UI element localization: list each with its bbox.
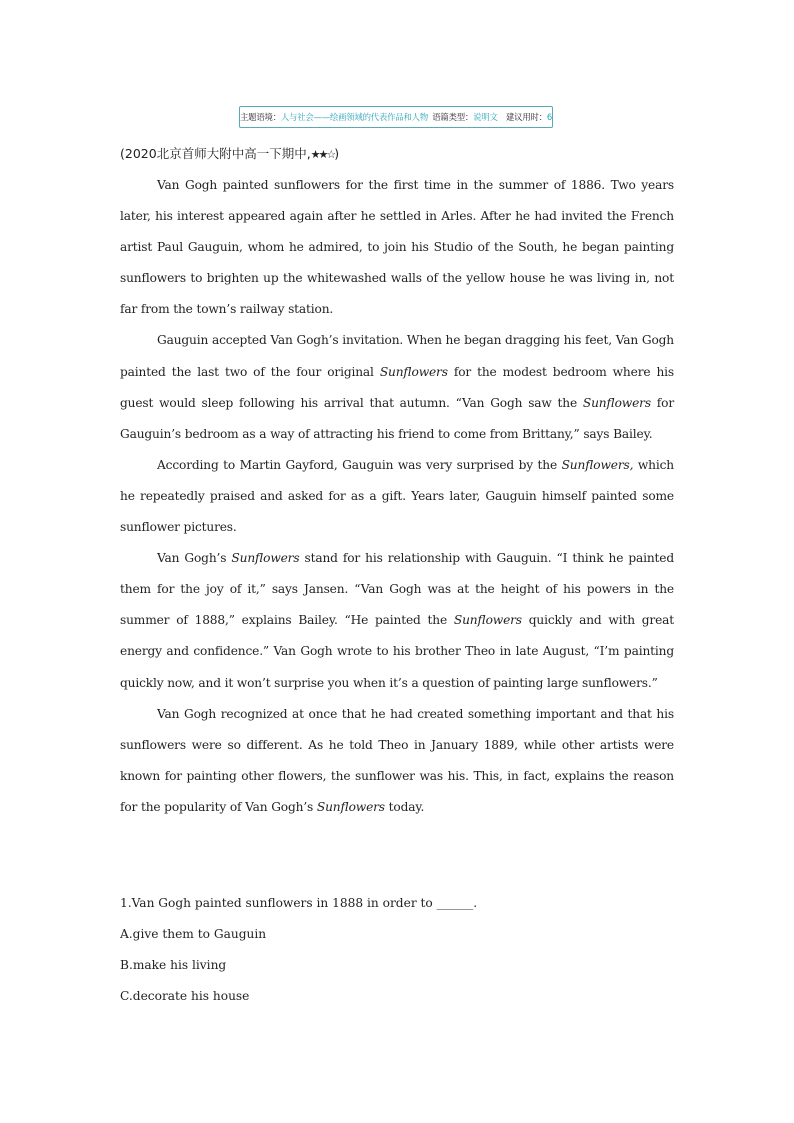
time-value: 6: [546, 112, 553, 122]
artwork-title: Sunflowers,: [561, 457, 634, 472]
source-close: ): [334, 146, 340, 161]
paragraph-5: [120, 699, 674, 823]
artwork-title: Sunflowers: [231, 551, 300, 566]
paragraph-3-text-b: which he repeatedly praised and asked for as a gift. Years later, Gauguin himself painted some sunflower pictures.: [120, 457, 674, 535]
paragraph-3-text-a: According to Martin Gayford, Gauguin was very surprised by the: [157, 457, 562, 472]
theme-label: 主题语境：: [240, 112, 281, 122]
genre-value: 说明文: [473, 112, 498, 122]
theme-value: 人与社会——绘画领域的代表作品和人物: [280, 112, 429, 122]
paragraph-2-text-a: Gauguin accepted Van Gogh’s invitation. When he began dragging his feet, Van Gogh painted the last two of the four original: [120, 333, 674, 379]
artwork-title: Sunflowers: [453, 613, 522, 628]
paragraph-5-text-a: Van Gogh recognized at once that he had created something important and that his sunflowers were so different. As he told Theo in January 1889, while other artists were known for painting other flowers, the sunflower was his. This, in fact, explains the reason for the popularity of Van Gogh’s: [120, 706, 674, 814]
reading-passage: [120, 170, 674, 823]
question-1-stem: 1.Van Gogh painted sunflowers in 1888 in order to ______.: [120, 896, 478, 910]
paragraph-2-text-b: for the modest bedroom where his guest would sleep following his arrival that autumn. “Van Gogh saw the: [120, 364, 674, 410]
source-line: [120, 144, 339, 162]
artwork-title: Sunflowers: [379, 364, 448, 379]
artwork-title: Sunflowers: [316, 799, 385, 814]
time-label: 建议用时：: [506, 112, 547, 122]
paragraph-2: [120, 325, 674, 449]
paragraph-4-text-b: stand for his relationship with Gauguin. “I think he painted them for the joy of it,” says Jansen. “Van Gogh was at the height of his powers in the summer of 1888,” explains Bailey. “He painted the: [120, 551, 674, 628]
paragraph-5-text-b: today.: [384, 799, 425, 814]
context-tag-box: [239, 106, 553, 128]
paragraph-4: [120, 543, 674, 698]
option-c: C.decorate his house: [120, 989, 250, 1004]
paragraph-1-text: Van Gogh painted sunflowers for the first time in the summer of 1886. Two years later, his interest appeared again after he settled in Arles. After he had invited the French artist Paul Gauguin, whom he admired, to join his Studio of the South, he began painting sunflowers to brighten up the whitewashed walls of the yellow house he was living in, not far from the town’s railway station.: [120, 178, 674, 317]
source-text: (2020北京首师大附中高一下期中,: [120, 146, 311, 161]
artwork-title: Sunflowers: [582, 395, 651, 410]
genre-label: 语篇类型：: [432, 112, 474, 122]
option-a: A.give them to Gauguin: [120, 927, 267, 942]
paragraph-2-text-c: for Gauguin’s bedroom as a way of attracting his friend to come from Brittany,” says Bailey.: [120, 395, 675, 441]
paragraph-1: [120, 170, 674, 325]
paragraph-4-text-c: quickly and with great energy and confidence.” Van Gogh wrote to his brother Theo in late August, “I’m painting quickly now, and it won’t surprise you when it’s a question of painting large sunflowers.”: [120, 613, 674, 690]
question-1: [120, 888, 477, 1012]
difficulty-stars-icon: ★★☆: [310, 148, 335, 161]
option-b: B.make his living: [120, 958, 227, 973]
paragraph-3: [120, 450, 674, 543]
paragraph-4-text-a: Van Gogh’s: [157, 551, 232, 566]
